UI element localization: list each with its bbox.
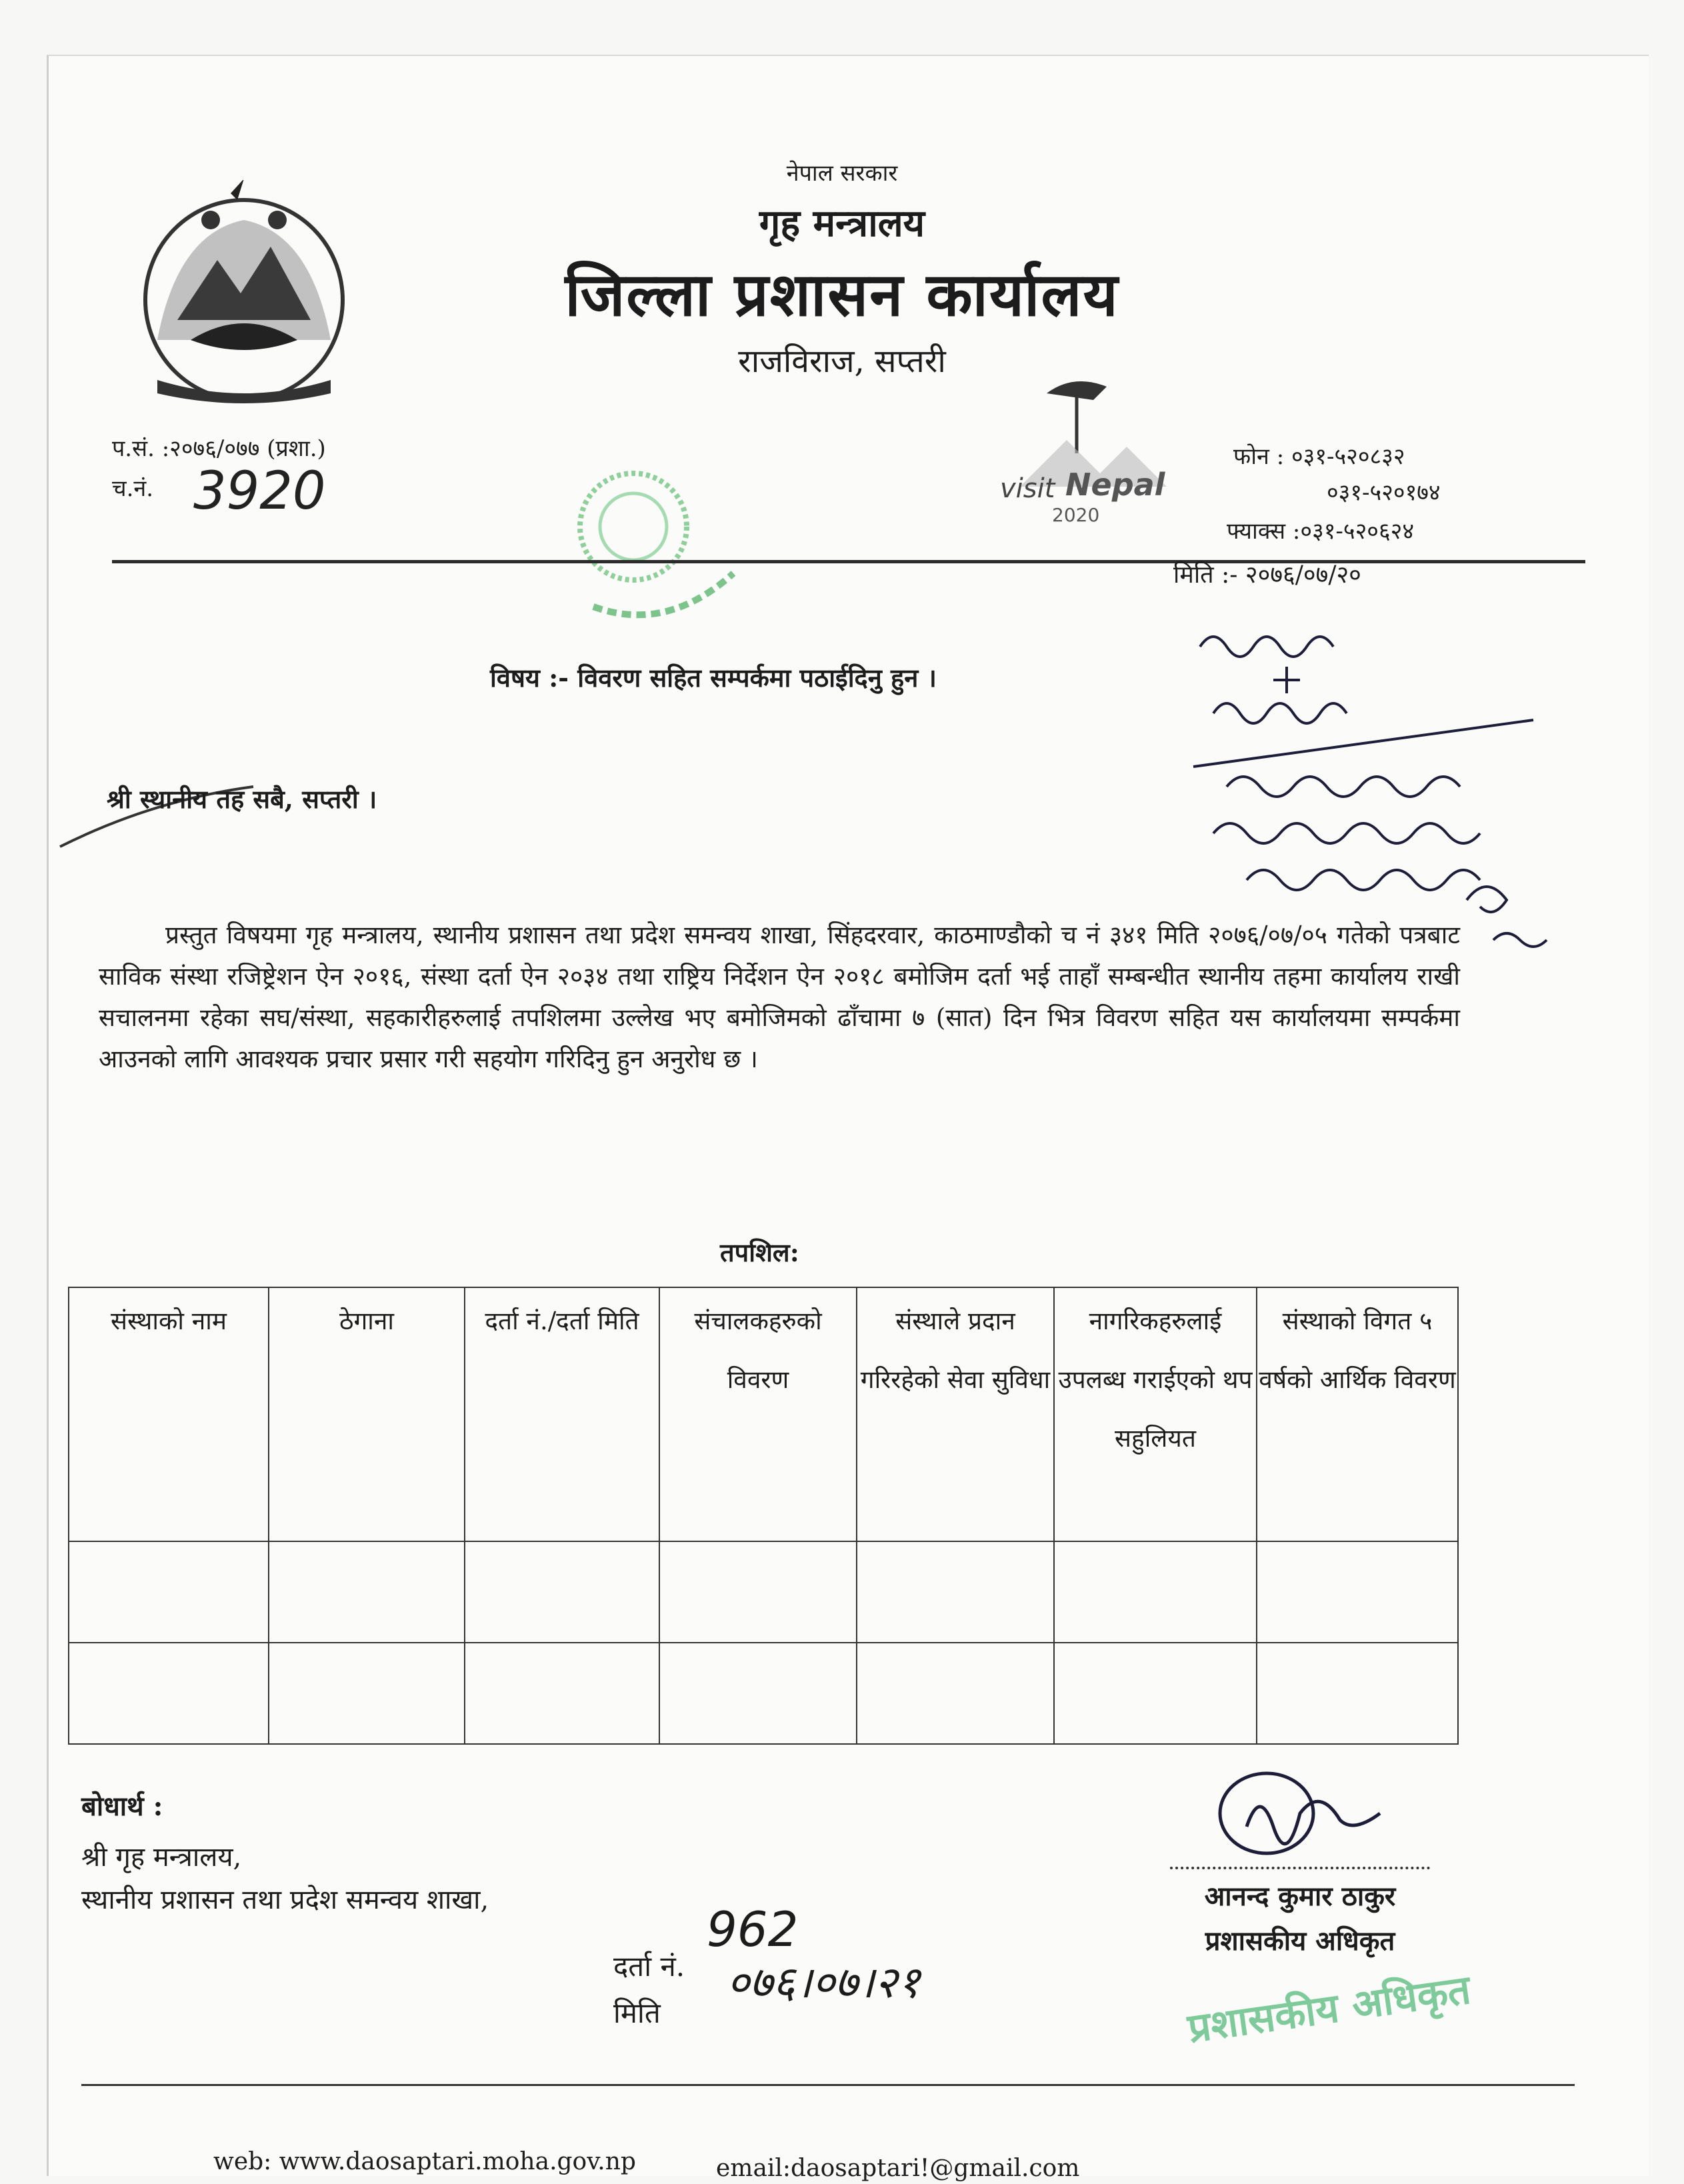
column-header: संस्थाको नाम bbox=[69, 1287, 269, 1541]
office-name: जिल्ला प्रशासन कार्यालय bbox=[565, 259, 1119, 330]
footer-email: email:daosaptari!@gmail.com bbox=[716, 2155, 1080, 2182]
column-header: संस्थाले प्रदान गरिरहेको सेवा सुविधा bbox=[857, 1287, 1054, 1541]
signature-line bbox=[1170, 1867, 1430, 1869]
year-text: 2020 bbox=[1052, 504, 1100, 526]
dispatch-label: च.नं. bbox=[112, 475, 154, 502]
letter-recipient: श्री स्थानीय तह सबै, सप्तरी । bbox=[107, 784, 377, 814]
cc-line-1: श्री गृह मन्त्रालय, bbox=[81, 1842, 242, 1873]
signature bbox=[1200, 1747, 1400, 1867]
header-divider bbox=[112, 560, 1585, 563]
signatory-title: प्रशासकीय अधिकृत bbox=[1205, 1925, 1395, 1957]
reference-number: प.सं. :२०७६/०७७ (प्रशा.) bbox=[112, 435, 326, 462]
office-seal-stamp bbox=[567, 460, 753, 647]
footer-website: web: www.daosaptari.moha.gov.np bbox=[213, 2148, 636, 2175]
schedule-table bbox=[68, 1287, 1459, 1745]
office-location: राजविराज, सप्तरी bbox=[738, 343, 946, 380]
column-header: संचालकहरुको विवरण bbox=[659, 1287, 857, 1541]
nepal-text: Nepal bbox=[1065, 467, 1165, 503]
registration-date-label: मिति bbox=[613, 1997, 661, 2029]
fax-number: फ्याक्स :०३१-५२०६२४ bbox=[1227, 518, 1414, 545]
dispatch-number-handwritten: 3920 bbox=[193, 461, 326, 521]
table-row bbox=[69, 1541, 1458, 1643]
ministry-name: गृह मन्त्रालय bbox=[759, 201, 925, 245]
letter-date: मिति :- २०७६/०७/२० bbox=[1173, 561, 1361, 589]
column-header: संस्थाको विगत ५ वर्षको आर्थिक विवरण bbox=[1257, 1287, 1458, 1541]
letter-body: प्रस्तुत विषयमा गृह मन्त्रालय, स्थानीय प्रशासन तथा प्रदेश समन्वय शाखा, सिंहदरवार, काठमाण्डौको च नं ३४१ मिति २०७६/०७/०५ गतेको पत्रबाट साविक संस्था रजिष्ट्रेशन ऐन २०१६, संस्था दर्ता ऐन २०३४ तथा राष्ट्रिय निर्देशन ऐन २०१८ बमोजिम दर्ता भई ताहाँ सम्बन्धीत स्थानीय तहमा कार्यालय राखी सचालनमा रहेका सघ/संस्था, सहकारीहरुलाई तपशिलमा उल्लेख भए बमोजिमको ढाँचामा ७ (सात) दिन भित्र विवरण सहित यस कार्यालयमा सम्पर्कमा आउनको लागि आवश्यक प्रचार प्रसार गरी सहयोग गरिदिनु हुन अनुरोध छ । bbox=[99, 921, 1460, 1073]
table-row bbox=[69, 1643, 1458, 1744]
government-name: नेपाल सरकार bbox=[786, 160, 898, 187]
signatory-name: आनन्द कुमार ठाकुर bbox=[1204, 1881, 1396, 1912]
schedule-title: तपशिल: bbox=[720, 1237, 799, 1267]
visit-nepal-logo bbox=[993, 373, 1193, 533]
phone-number-2: ०३१-५२०१७४ bbox=[1327, 479, 1441, 506]
column-header: नागरिकहरुलाई उपलब्ध गराईएको थप सहुलियत bbox=[1054, 1287, 1257, 1541]
registration-number-label: दर्ता नं. bbox=[613, 1950, 685, 1983]
column-header: ठेगाना bbox=[269, 1287, 465, 1541]
column-header: दर्ता नं./दर्ता मिति bbox=[465, 1287, 659, 1541]
phone-number-1: फोन : ०३१-५२०८३२ bbox=[1233, 443, 1405, 470]
schedule-header-row bbox=[69, 1287, 1458, 1541]
cc-line-2: स्थानीय प्रशासन तथा प्रदेश समन्वय शाखा, bbox=[81, 1885, 489, 1915]
cc-title: बोधार्थ : bbox=[81, 1791, 163, 1822]
letter-subject: विषय :- विवरण सहित सम्पर्कमा पठाईदिनु हुन । bbox=[490, 663, 937, 693]
officer-stamp: प्रशासकीय अधिकृत bbox=[1185, 1966, 1474, 2053]
registration-date-handwritten: ०७६।०७।२१ bbox=[727, 1957, 921, 2008]
footer-divider bbox=[81, 2084, 1575, 2086]
registration-number-handwritten: 962 bbox=[707, 1901, 799, 1957]
visit-text: visit bbox=[1000, 473, 1055, 504]
